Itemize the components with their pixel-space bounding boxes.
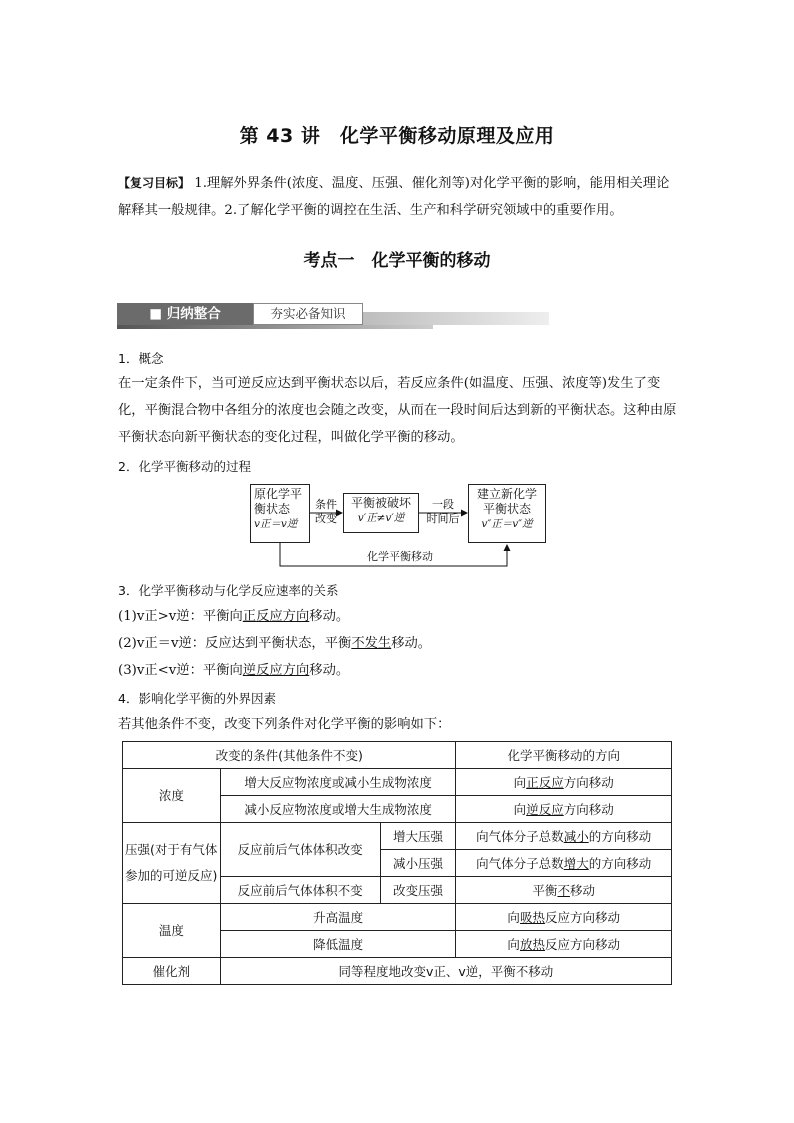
press-inc-pre: 向气体分子总数 [476,828,564,844]
s3-i2-suffix: 移动。 [391,636,432,651]
table-row [123,823,672,850]
press-chg-u: 不 [557,882,570,898]
banner-fade [363,312,549,325]
s3-i1-suffix: 移动。 [309,609,350,624]
box1-line1: 原化学平 [254,487,303,501]
banner-underline [117,325,433,329]
conc-r1-pre: 向 [513,774,527,790]
s3-i3-prefix: (3)v正<v逆：平衡向 [118,663,243,678]
s3-i1-prefix: (1)v正>v逆：平衡向 [118,609,243,624]
s3-i3-suffix: 移动。 [309,663,350,678]
cell-conc-r1: 增大反应物浓度或减小生成物浓度 [220,769,456,796]
s3-i2-underline: 不发生 [351,636,392,651]
s4-intro: 若其他条件不变，改变下列条件对化学平衡的影响如下： [118,717,451,732]
s3-item1 [118,603,678,630]
s3-i2-prefix: (2)v正＝v逆：反应达到平衡状态，平衡 [118,636,352,651]
cell-concentration: 浓度 [123,769,221,823]
press-inc-u: 减小 [563,828,589,844]
temp-up-post: 反应方向移动 [544,909,620,925]
banner-light-label: 夯实必备知识 [253,303,363,325]
s4-heading: 4．影响化学平衡的外界因素 [118,691,276,706]
process-diagram [250,484,546,574]
section-title: 考点一 化学平衡的移动 [303,251,491,271]
arrow2-line2: 时间后 [426,512,460,525]
conc-r2-pre: 向 [513,801,527,817]
press-chg-pre: 平衡 [532,882,558,898]
cell-temp-up: 升高温度 [220,904,456,931]
cell-press-dec: 减小压强 [380,850,456,877]
box3-eq: v″正＝v″逆 [481,518,533,530]
cell-temp-up-dir [456,904,672,931]
box3-line1: 建立新化学 [476,487,537,501]
cell-temp-down-dir [456,931,672,958]
arrow1-line1: 条件 [315,498,337,511]
s2-heading: 2．化学平衡移动的过程 [118,459,251,474]
box2-line1: 平衡被破坏 [350,496,411,510]
s3-item2 [118,630,678,657]
s3-item3 [118,657,678,684]
cell-conc-r2: 减小反应物浓度或增大生成物浓度 [220,796,456,823]
box1-eq: v正＝v逆 [254,518,298,530]
cell-press-change: 反应前后气体体积改变 [220,823,380,877]
arrow1-line2: 改变 [315,512,337,525]
arrow2-line1: 一段 [432,498,454,511]
table-row [123,769,672,796]
cell-temperature: 温度 [123,904,221,958]
conc-r1-post: 方向移动 [563,774,614,790]
section-banner [117,303,433,329]
cell-press-inc-dir [456,823,672,850]
s3-i3-underline: 逆反应方向 [242,663,310,678]
box3-line2: 平衡状态 [482,502,531,516]
cell-press-chg-dir [456,877,672,904]
goals-tag: 【复习目标】 [118,176,191,190]
s1-body: 在一定条件下，当可逆反应达到平衡状态以后，若反应条件(如温度、压强、浓度等)发生了变化，平衡混合物中各组分的浓度也会随之改变，从而在一段时间后达到新的平衡状态。这种由原平衡状态向新平衡状态的变化过程，叫做化学平衡的移动。 [118,376,677,445]
s3-heading: 3．化学平衡移动与化学反应速率的关系 [118,583,339,598]
s1-heading: 1．概念 [118,351,164,366]
cell-press-chg: 改变压强 [380,877,456,904]
cell-press-dec-dir [456,850,672,877]
temp-up-u: 吸热 [519,909,545,925]
cell-conc-r2-dir [456,796,672,823]
table-row [123,958,672,985]
cell-conc-r1-dir [456,769,672,796]
press-inc-post: 的方向移动 [588,828,652,844]
cell-catalyst-dir: 同等程度地改变v正、v逆，平衡不移动 [220,958,671,985]
lecture-title: 第 43 讲 化学平衡移动原理及应用 [239,125,555,147]
cell-catalyst: 催化剂 [123,958,221,985]
goals-text: 1.理解外界条件(浓度、温度、压强、催化剂等)对化学平衡的影响，能用相关理论解释其一般规律。2.了解化学平衡的调控在生活、生产和科学研究领域中的重要作用。 [118,176,670,218]
press-dec-post: 的方向移动 [588,855,652,871]
box1-line2: 衡状态 [254,502,291,516]
table-row [123,742,672,769]
conc-r1-u: 正反应 [526,774,564,790]
bottom-arrow-label: 化学平衡移动 [367,550,433,563]
press-chg-post: 移动 [569,882,595,898]
conc-r2-post: 方向移动 [563,801,614,817]
temp-down-pre: 向 [507,936,520,952]
cell-press-inc: 增大压强 [380,823,456,850]
cell-press-same: 反应前后气体体积不变 [220,877,380,904]
cell-pressure: 压强(对于有气体参加的可逆反应) [123,823,221,904]
press-dec-pre: 向气体分子总数 [476,855,564,871]
header-condition: 改变的条件(其他条件不变) [123,742,456,769]
temp-down-post: 反应方向移动 [544,936,620,952]
conditions-table [122,741,672,985]
temp-down-u: 放热 [519,936,545,952]
box2-eq: v′正≠v′逆 [357,512,405,524]
header-direction: 化学平衡移动的方向 [456,742,672,769]
review-goals [118,170,678,224]
temp-up-pre: 向 [507,909,520,925]
cell-temp-down: 降低温度 [220,931,456,958]
s3-i1-underline: 正反应方向 [242,609,310,624]
press-dec-u: 增大 [563,855,589,871]
conc-r2-u: 逆反应 [526,801,564,817]
table-row [123,904,672,931]
banner-dark-label: ■ 归纳整合 [117,303,253,325]
